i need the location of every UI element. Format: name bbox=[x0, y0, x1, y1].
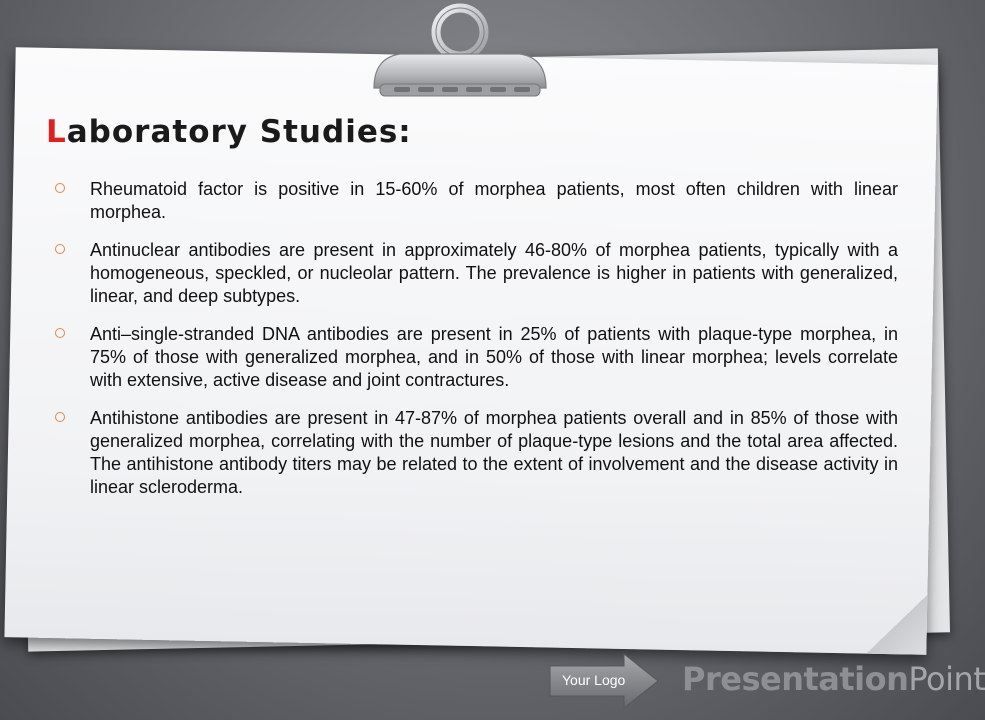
list-item bbox=[46, 323, 898, 392]
bullet-text: Rheumatoid factor is positive in 15-60% of morphea patients, most often children with linear morphea. bbox=[90, 179, 898, 222]
list-item bbox=[46, 407, 898, 499]
brand-wordmark bbox=[682, 660, 985, 698]
circle-bullet-icon bbox=[55, 412, 65, 422]
binder-clip-icon bbox=[360, 0, 560, 110]
bullet-text: Antinuclear antibodies are present in approximately 46-80% of morphea patients, typically with a homogeneous, speckled, or nucleolar pattern. The prevalence is higher in patients with generalized, linear, and deep subtypes. bbox=[90, 240, 898, 306]
slide-title bbox=[46, 112, 898, 152]
list-item bbox=[46, 239, 898, 308]
paper-corner-fold bbox=[866, 594, 927, 655]
bullet-text: Antihistone antibodies are present in 47-87% of morphea patients overall and in 85% of those with generalized morphea, correlating with the number of plaque-type lesions and the total area affected. The antihistone antibody titers may be related to the extent of involvement and the disease activity in linear scleroderma. bbox=[90, 408, 898, 497]
brand-bold: Presentation bbox=[682, 660, 909, 698]
brand-light: Point bbox=[908, 660, 985, 698]
circle-bullet-icon bbox=[55, 183, 65, 193]
title-first-letter: L bbox=[46, 114, 67, 150]
slide-content bbox=[46, 112, 898, 514]
circle-bullet-icon bbox=[55, 328, 65, 338]
title-rest: aboratory Studies: bbox=[66, 114, 412, 150]
circle-bullet-icon bbox=[55, 244, 65, 254]
list-item bbox=[46, 178, 898, 224]
bullet-list bbox=[46, 178, 898, 499]
bullet-text: Anti–single-stranded DNA antibodies are present in 25% of patients with plaque-type morphea, in 75% of those with generalized morphea, and in 50% of those with linear morphea; levels correlate with extensive, active disease and joint contractures. bbox=[90, 324, 898, 390]
logo-text: Your Logo bbox=[562, 672, 626, 688]
